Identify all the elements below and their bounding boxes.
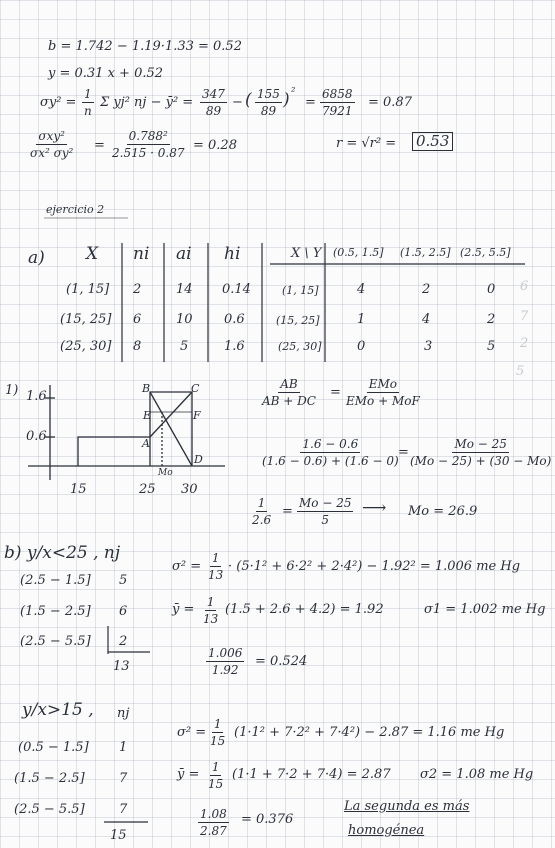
part-c-nj-label: nj [117,706,130,721]
part-c-row-2-count: 7 [119,771,128,786]
margin-faint-1: 6 [520,279,529,294]
fraction-denominator: 5 [321,513,330,527]
table2-cell-2-3: 2 [487,312,496,327]
fraction-numerator: Mo − 25 [299,496,352,510]
margin-faint-4: 5 [516,364,525,379]
table2-row-header-1: (1, 15] [282,284,319,297]
part-b-total: 13 [113,659,130,674]
fraction-numerator: 0.788² [128,129,168,143]
part-b-mean-rhs: (1.5 + 2.6 + 4.2) = 1.92 [225,602,384,617]
r-squared-result: = 0.28 [193,138,237,153]
conclusion-line-1: La segunda es más [344,799,470,814]
fraction-numerator: 1 [213,717,222,731]
minus-sign: − [232,95,243,110]
equals-sign: = [94,138,105,153]
fraction-numerator: 1 [211,551,220,565]
part-a-label: a) [28,248,45,268]
fraction-denominator: 2.6 [252,513,272,527]
point-label-b: B [142,382,151,395]
fraction-denominator: 13 [203,612,219,626]
part-c-row-3-count: 7 [119,802,128,817]
r-formula: r = √r² = [336,136,397,151]
table1-row-1-ni: 2 [133,282,142,297]
fraction-denominator: n [83,104,92,118]
mode-result: Mo = 26.9 [408,504,478,519]
conclusion-line-2: homogénea [348,823,425,838]
table2-cell-3-3: 5 [487,339,496,354]
part-b-std-dev: σ1 = 1.002 me Hg [424,602,546,617]
fraction-numerator: 347 [202,87,225,101]
table1-header-ai: ai [176,244,192,264]
table2-col-header-2: (1.5, 2.5] [400,246,451,259]
regression-line: y = 0.31 x + 0.52 [48,66,164,81]
variance-y-result: = 0.87 [368,95,412,110]
close-paren: ) [283,90,290,110]
fraction-denominator: (1.6 − 0.6) + (1.6 − 0) [262,454,399,468]
table1-row-3-ai: 5 [180,339,189,354]
fraction-denominator: 2.515 · 0.87 [112,146,185,160]
table1-row-1-hi: 0.14 [222,282,251,297]
part-c-variance-rhs: (1·1² + 7·2² + 7·4²) − 2.87 = 1.16 me Hg [234,725,505,740]
table2-corner: X \ Y [291,246,322,261]
fraction-numerator: 1 [84,87,92,101]
equals-sign: = [330,385,341,400]
table1-row-3-interval: (25, 30] [60,339,112,354]
table1-row-2-interval: (15, 25] [60,312,112,327]
part-c-mean-rhs: (1·1 + 7·2 + 7·4) = 2.87 [232,767,391,782]
part-c-row-3-interval: (2.5 − 5.5] [14,802,85,817]
part-b-row-2-interval: (1.5 − 2.5] [20,604,91,619]
part-b-row-3-count: 2 [119,634,128,649]
r-value-boxed: 0.53 [412,132,453,151]
table2-cell-1-2: 2 [422,282,431,297]
part-b-label: b) y/x<25 , nj [4,543,121,563]
fraction-denominator: 89 [260,104,277,118]
open-paren: ( [245,90,252,110]
part-b-mean-lhs: ȳ = [172,602,195,617]
margin-faint-2: 7 [520,309,529,324]
fraction-numerator: 1 [206,595,215,609]
x-tick-25: 25 [139,482,156,497]
mode-label: Mo [158,468,173,478]
table2-row-header-3: (25, 30] [278,340,322,353]
y-tick-0-6: 0.6 [26,429,47,444]
fraction-numerator: 1.08 [200,807,227,821]
table2-col-header-3: (2.5, 5.5] [460,246,511,259]
part-c-std-dev: σ2 = 1.08 me Hg [420,767,534,782]
fraction-denominator: 7921 [322,104,353,118]
part-c-variance-lhs: σ² = [177,725,207,740]
part-c-total: 15 [110,828,127,843]
fraction-numerator: EMo [368,377,398,391]
table1-header-ni: ni [133,244,150,264]
table2-cell-3-2: 3 [424,339,433,354]
table1-row-1-interval: (1, 15] [66,282,110,297]
margin-faint-3: 2 [520,336,529,351]
b-coefficient-line: b = 1.742 − 1.19·1.33 = 0.52 [48,39,242,54]
part-c-row-2-interval: (1.5 − 2.5] [14,771,85,786]
fraction-numerator: 1.6 − 0.6 [302,437,359,451]
fraction-denominator: AB + DC [262,394,316,408]
table1-row-1-ai: 14 [176,282,193,297]
fraction-denominator: (Mo − 25) + (30 − Mo) [410,454,552,468]
point-label-f: F [193,409,201,422]
arrow-icon: ⟶ [362,498,387,518]
table2-cell-2-1: 1 [357,312,366,327]
part-1-label: 1) [5,383,19,398]
table2-cell-2-2: 4 [422,312,431,327]
table1-header-x: X [86,244,99,264]
fraction-denominator: EMo + MoF [346,394,420,408]
table1-row-2-ni: 6 [133,312,142,327]
x-tick-15: 15 [70,482,87,497]
part-b-row-2-count: 6 [119,604,128,619]
part-c-label: y/x>15 , [22,700,94,720]
square-exponent: ² [291,85,296,98]
part-b-row-3-interval: (2.5 − 5.5] [20,634,91,649]
part-c-row-1-interval: (0.5 − 1.5] [18,740,89,755]
x-tick-30: 30 [181,482,198,497]
fraction-numerator: 155 [257,87,280,101]
part-b-row-1-interval: (2.5 − 1.5] [20,573,91,588]
table1-header-hi: hi [224,244,241,264]
fraction-denominator: 13 [208,568,224,582]
part-b-cv-result: = 0.524 [255,654,308,669]
fraction-denominator: σx² σy² [30,146,74,160]
fraction-numerator: 1 [257,496,266,510]
part-c-mean-lhs: ȳ = [177,767,200,782]
part-b-variance-lhs: σ² = [172,559,202,574]
fraction-denominator: 15 [210,734,226,748]
table1-row-2-hi: 0.6 [224,312,245,327]
fraction-numerator: 1.006 [208,646,243,660]
fraction-numerator: Mo − 25 [454,437,507,451]
table2-cell-1-1: 4 [357,282,366,297]
point-label-c: C [191,382,200,395]
equals-sign: = [398,445,409,460]
table2-cell-3-1: 0 [357,339,366,354]
point-label-e: E [143,409,152,422]
fraction-numerator: 1 [211,760,220,774]
part-c-cv-result: = 0.376 [241,812,294,827]
variance-y-lhs: σy² = [40,95,77,110]
table1-row-3-ni: 8 [133,339,142,354]
table2-col-header-1: (0.5, 1.5] [333,246,384,259]
fraction-denominator: 15 [208,777,224,791]
fraction-numerator: AB [280,377,298,391]
point-label-d: D [194,453,203,466]
y-tick-1-6: 1.6 [26,389,47,404]
equals-sign: = [282,504,293,519]
table1-row-3-hi: 1.6 [224,339,245,354]
fraction-numerator: σxy² [38,129,65,143]
part-b-variance-rhs: · (5·1² + 6·2² + 2·4²) − 1.92² = 1.006 me Hg [228,559,521,574]
part-b-row-1-count: 5 [119,573,128,588]
fraction-denominator: 1.92 [211,663,239,677]
point-label-a: A [142,437,150,450]
fraction-denominator: 2.87 [200,824,227,838]
equals-sign: = [305,95,316,110]
part-c-row-1-count: 1 [119,740,128,755]
variance-y-sum: Σ yj² nj − ȳ² = [100,95,194,110]
table2-row-header-2: (15, 25] [276,314,320,327]
exercise-title: ejercicio 2 [46,203,105,216]
fraction-numerator: 6858 [322,87,353,101]
table2-cell-1-3: 0 [487,282,496,297]
table1-row-2-ai: 10 [176,312,193,327]
fraction-denominator: 89 [205,104,222,118]
